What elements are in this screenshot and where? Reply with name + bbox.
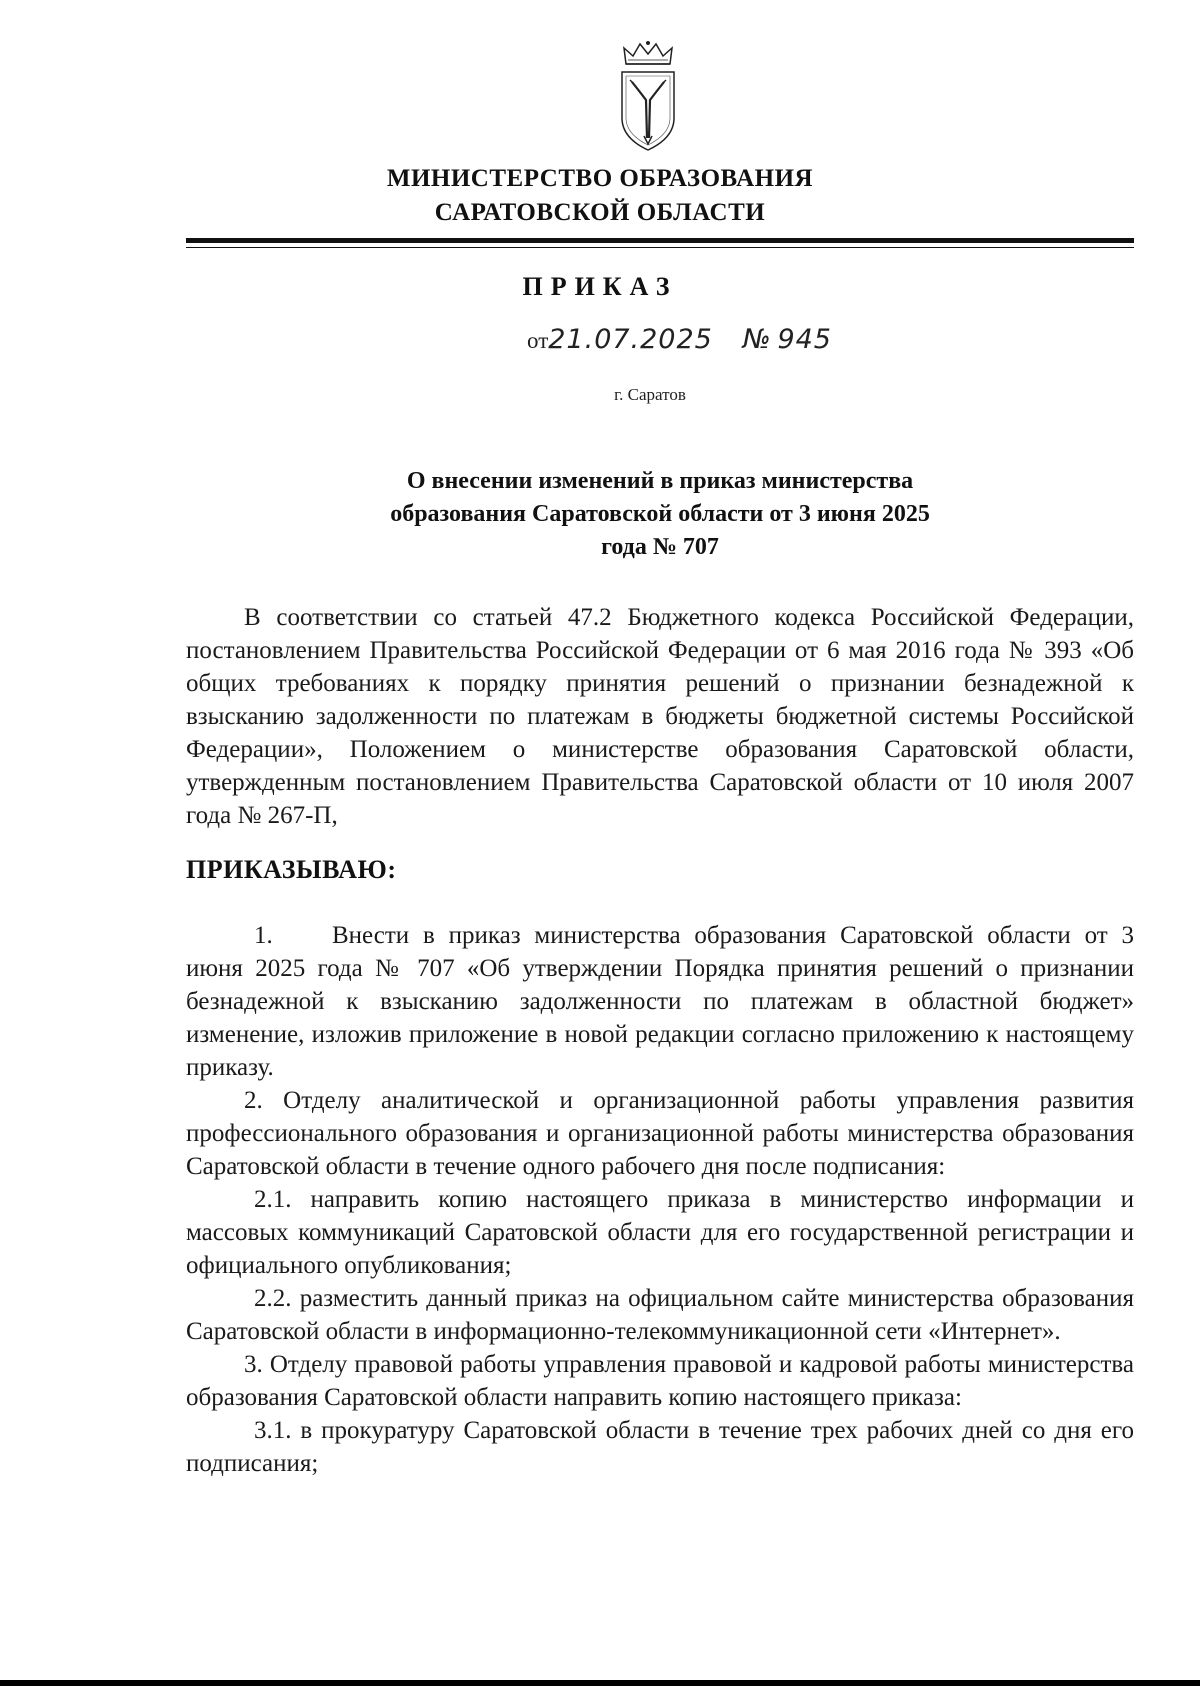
item-1-text: Внести в приказ министерства образования Саратовской области от 3 июня 2025 года № 707 «Об утверждении Порядка принятия решений о признании безнадежной к взысканию задолженности по платежам в областной бюджет» изменение, изложив приложение в новой редакции согласно приложению к настоящему приказу. [186,922,1134,1081]
decree-heading: ПРИКАЗЫВАЮ: [186,855,397,884]
item-3: 3. Отделу правовой работы управления правовой и кадровой работы министерства образования Саратовской области направить копию настоящего приказа: [186,1351,1134,1411]
subject-line3: года № 707 [601,534,719,560]
page-bottom-edge [0,1680,1200,1686]
order-subject [320,465,1000,564]
order-date-number [527,324,832,355]
header-divider-thin [186,247,1134,248]
order-items [186,919,1134,1480]
order-number: 945 [777,324,832,355]
subject-line2: образования Саратовской области от 3 июня 2025 [390,501,930,527]
item-2-2: 2.2. разместить данный приказ на официальном сайте министерства образования Саратовской области в информационно-телекоммуникационной сети «Интернет». [186,1285,1134,1345]
ministry-name-line2: САРАТОВСКОЙ ОБЛАСТИ [434,199,766,226]
order-city: г. Саратов [614,385,686,404]
item-2: 2. Отделу аналитической и организационной работы управления развития профессионального образования и организационной работы министерства образования Саратовской области в течение одного рабочего дня после подписания: [186,1087,1134,1180]
item-2-1: 2.1. направить копию настоящего приказа в министерство информации и массовых коммуникаций Саратовской области для его государственной регистрации и официального опубликования; [186,1186,1134,1279]
coat-of-arms-icon [618,38,678,158]
order-title: ПРИКАЗ [522,272,678,301]
item-3-1: 3.1. в прокуратуру Саратовской области в течение трех рабочих дней со дня его подписания; [186,1417,1134,1477]
date-prefix: от [527,328,549,353]
ministry-name-line1: МИНИСТЕРСТВО ОБРАЗОВАНИЯ [386,165,814,192]
item-1 [186,919,1134,1084]
header-divider-thick [186,238,1134,243]
item-1-number: 1. [254,922,273,949]
subject-line1: О внесении изменений в приказ министерства [406,468,914,494]
number-prefix: № [742,324,772,355]
order-date: 21.07.2025 [548,324,713,355]
preamble-paragraph: В соответствии со статьей 47.2 Бюджетного кодекса Российской Федерации, постановлением Правительства Российской Федерации от 6 мая 2016 года № 393 «Об общих требованиях к порядку принятия решений о признании безнадежной к взысканию задолженности по платежам в бюджеты бюджетной системы Российской Федерации», Положением о министерстве образования Саратовской области, утвержденным постановлением Правительства Саратовской области от 10 июля 2007 года № 267-П, [186,604,1134,829]
